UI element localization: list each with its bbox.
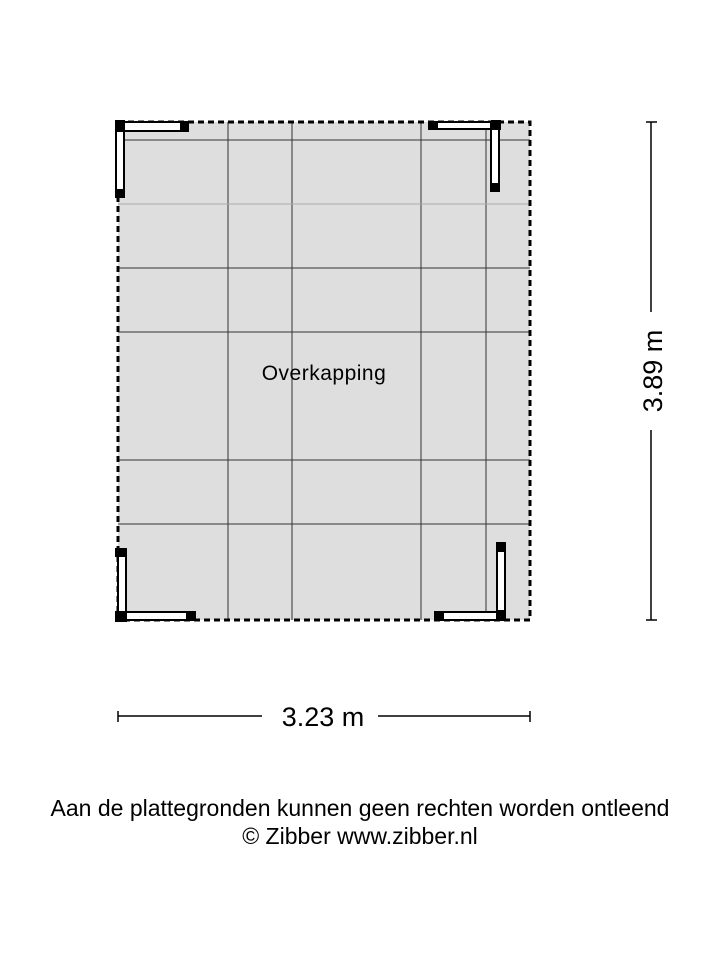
copyright-text: © Zibber www.zibber.nl [242, 823, 478, 849]
width-dimension-label: 3.23 m [281, 702, 365, 732]
room-label: Overkapping [261, 362, 387, 385]
disclaimer-text: Aan de plattegronden kunnen geen rechten worden ontleend [50, 795, 670, 821]
height-dimension-label: 3.89 m [638, 329, 668, 413]
